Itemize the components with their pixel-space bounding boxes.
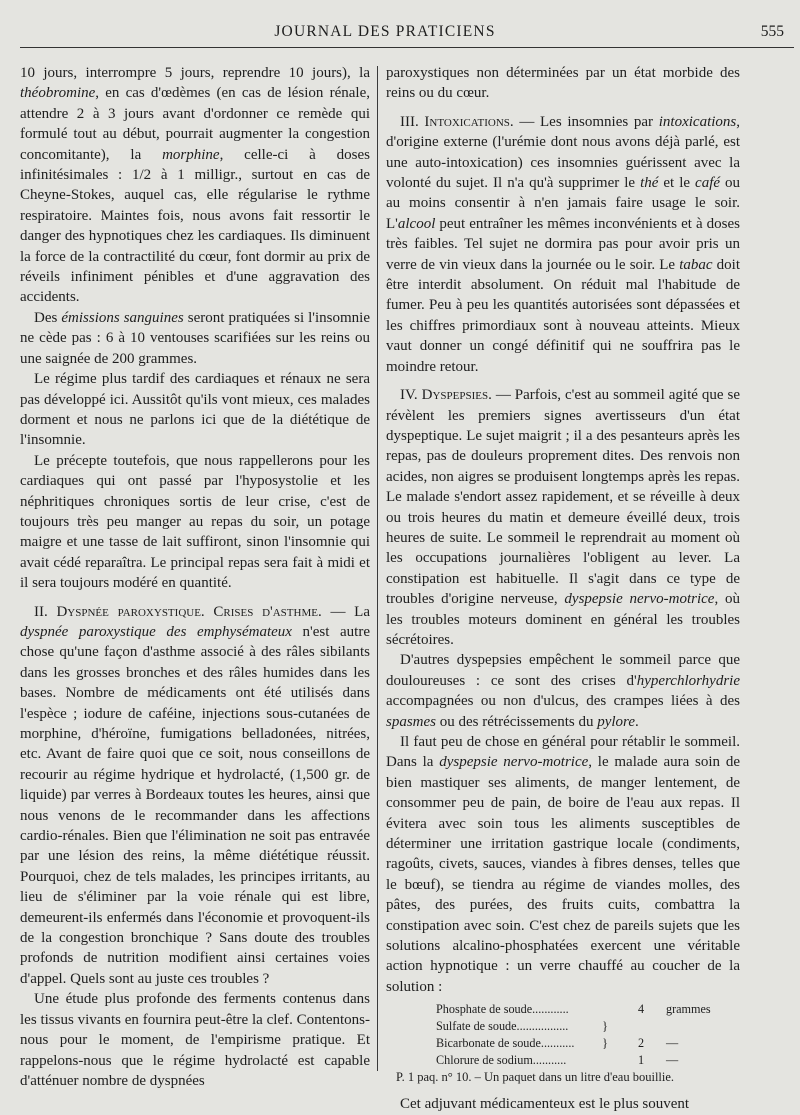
column-divider [377,66,378,1071]
paragraph-adjuvant: Cet adjuvant médicamenteux est le plus souvent [400,1096,690,1113]
paragraph-medications: 10 jours, interrompre 5 jours, reprendre 10 jours), la théobromine, en cas d'œdèmes (en cas de lésion rénale, attendre 2 à 3 jours avant d'ordonner ce remède qui formulé tout au début, pourrait augmenter la congestion concomitante), la morphine, celle-ci à doses infinitésimales : 1/2 à 1 milligr., surtout en cas de Cheyne-Stokes, auquel cas, elle régularise le rythme respiratoire. Maintes fois, nous avons fait ressortir le danger des hypnotiques chez les cardiaques. Ils diminuent la force de la contractilité du cœur, font dormir au prix de réveils infiniment pénibles et d'une aggravation des accidents. [20,65,370,306]
paragraph-ferments: Une étude plus profonde des ferments contenus dans les tissus vivants en fournira peut-être la clef. Contentons-nous pour le moment, de l'empirisme pratique. Et rappelons-nous que le régime hydrolacté est capable d'atténuer nombre de dyspnées [20,991,370,1089]
formula-table [436,1001,740,1068]
formula-row: Bicarbonate de soude........... } 2 — [436,1035,679,1050]
formula-row: Chlorure de sodium........... 1 — [436,1052,679,1067]
paragraph-treatment: Il faut peu de chose en général pour rétablir le sommeil. Dans la dyspepsie nervo-motrice, le malade aura soin de bien mastiquer ses aliments, de manger lentement, de consommer peu de pain, de boire de l'eau aux repas. Il évitera avec soin tous les aliments susceptibles de déterminer une irritation gastrique locale (condiments, ragoûts, civets, sauces, viandes à fibres denses, telles que le bœuf), se tiendra au régime de viandes molles, des pâtes, des purées, des fruits cuits, combattra la constipation avec soin. C'est chez de pareils sujets que les solutions alcalino-phosphatées exercent une véritable action hypnotique : un verre chauffé au coucher de la solution : [386,734,740,995]
running-header-title: JOURNAL DES PRATICIENS [274,23,496,40]
prescription-note: P. 1 paq. n° 10. – Un paquet dans un litre d'eau bouillie. [396,1070,675,1085]
section-heading: III. Intoxications. [400,113,514,130]
paragraph-evening-meal: Le précepte toutefois, que nous rappellerons pour les cardiaques qui ont passé par l'hyposystolie et les néphritiques chroniques sortis de leur crise, c'est de toujours très peu manger au repas du soir, un potage maigre et une tasse de lait suffiront, sinon l'insomnie qui avait cédé reparaîtra. Le principal repas sera fait à midi et il sera toujours modéré en quantité. [20,452,370,592]
section-dyspnea: II. Dyspnée paroxystique. Crises d'asthme. — La dyspnée paroxystique des emphysémateux n'est autre chose qu'une façon d'asthme associé à des râles sibilants dans les grosses bronches et des râles humides dans les bases. Nombre de médicaments ont été utilisés dans l'espèce ; iodure de caféine, injections sous-cutanées de morphine, d'héroïne, fumigations belladonées, nitrées, etc. Avant de faire quoi que ce soit, nous conseillons de recourir au régime hydrique et hydrolacté, (1,500 gr. de liquide) par verres à Bordeaux toutes les heures, ainsi que nous venons de le recommander dans les affections cardio-rénales. Bien que l'élimination ne soit pas entravée par une lésion des reins, la même diététique réussit. Pourquoi, chez de tels malades, les principes irritants, au lieu de s'éliminer par la voie rénale qui est libre, demeurent-ils enfermés dans l'économie et provoquent-ils de la congestion bronchique ? Sans doute des troubles profonds de nutrition modifient ainsi certaines voies d'appel. Quels sont au juste ces troubles ? [20,603,370,987]
paragraph-painful-dyspepsias: D'autres dyspepsies empêchent le sommeil parce que douloureuses : ce sont des crises d'hyperchlorhydrie accompagnées ou non d'ulcus, des crampes liées à des spasmes ou des rétrécissements du pylore. [386,652,740,730]
section-dyspepsias: IV. Dyspepsies. — Parfois, c'est au sommeil agité que se révèlent les premiers signes avertisseurs d'un état dyspeptique. Le sujet maigrit ; il a des pesanteurs après les repas, pas de douleurs proprement dites. Des renvois non acides, non aigres se produisent longtemps après les repas. Le malade s'endort assez rapidement, et se réveille à deux ou trois heures du matin et demeure éveillé deux, trois heures de suite. Le sommeil le reprendrait au moment où les occupations journalières l'obligent au lever. La constipation est habituelle. Il s'agit dans ce type de troubles d'origine nerveuse, dyspepsie nervo-motrice, où les troubles moteurs dominent en général les troubles sécrétoires. [386,387,740,648]
header-rule [20,47,794,48]
paragraph-diet-cardiac: Le régime plus tardif des cardiaques et rénaux ne sera pas développé ici. Aussitôt qu'ils vont mieux, ces malades dorment et nous ne parlons ici que de la diététique de l'insomnie. [20,371,370,449]
page-number: 555 [760,23,784,40]
section-heading: II. Dyspnée paroxystique. Crises d'asthme. [34,603,322,620]
formula-row: Phosphate de soude............ 4 grammes [436,1002,711,1017]
paragraph-bloodletting: Des émissions sanguines seront pratiquées si l'insomnie ne cède pas : 6 à 10 ventouses scarifiées sur les reins ou une saignée de 200 grammes. [20,309,371,367]
section-intoxications: III. Intoxications. — Les insomnies par intoxications, d'origine externe (l'urémie dont nous avons déjà parlé, est une auto-intoxication) ces insomnies guérissent avec la volonté du sujet. Il n'a qu'à supprimer le thé et le café ou au moins consentir à n'en jamais faire usage le soir. L'alcool peut entraîner les mêmes inconvénients et à doses très faibles. Tel sujet ne dormira pas pour avoir pris un verre de vin vieux dans la journée ou le soir. Le tabac doit être interdit absolument. On réduit mal l'habitude de fumer. Peu à peu les quantités autorisées sont dépassées et les chiffres primordiaux sont à nouveau atteints. Mieux vaut donner un congé définitif qui ne souffrira pas le moindre retour. [386,113,741,375]
paragraph-continuation: paroxystiques non déterminées par un état morbide des reins ou du cœur. [386,65,740,102]
left-column [20,63,370,1091]
formula-row: Sulfate de soude................. } [436,1019,608,1034]
section-heading: IV. Dyspepsies. [400,387,492,404]
right-column [386,63,740,1115]
